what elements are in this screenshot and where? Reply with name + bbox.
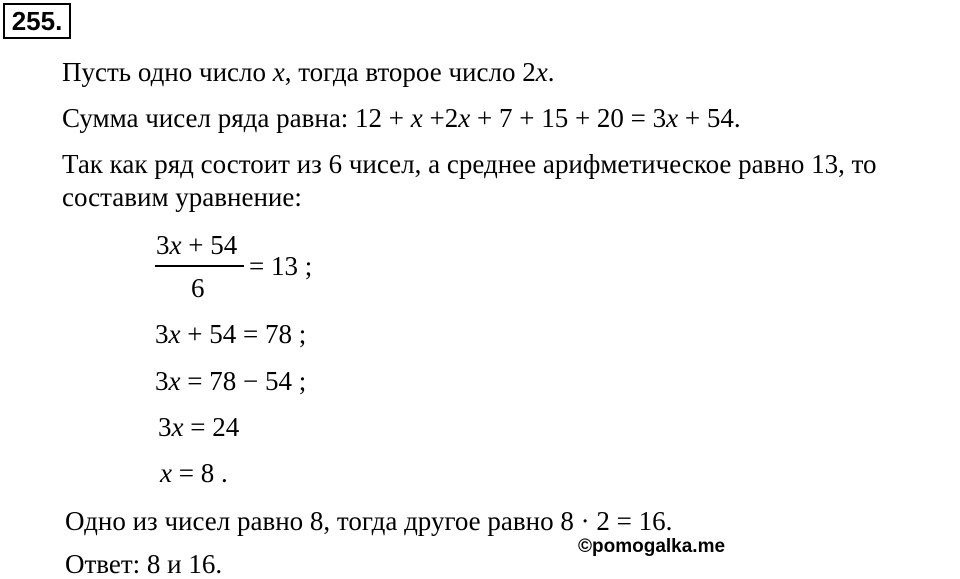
watermark-text: ©pomogalka.me — [578, 536, 726, 557]
equation-2 — [155, 321, 306, 348]
text-segment: + 54. — [678, 103, 741, 133]
text-segment: , тогда второе число 2 — [284, 57, 536, 87]
equation-part: + 54 = 78 ; — [180, 319, 307, 349]
equation-part: 3 — [155, 319, 169, 349]
variable-x: x — [535, 57, 548, 87]
text-segment: Пусть одно число — [62, 57, 273, 87]
variable-x: x — [458, 103, 471, 133]
text-segment: + 7 + 15 + 20 = 3 — [470, 103, 667, 133]
equation-4 — [158, 414, 239, 441]
conclusion-line: Одно из чисел равно 8, тогда другое равно 8 · 2 = 16. — [65, 506, 673, 536]
line-since: Так как ряд состоит из 6 чисел, а среднее арифметическое равно 13, то — [62, 149, 877, 179]
equation-part: 3 — [156, 230, 170, 260]
variable-x: x — [410, 103, 423, 133]
variable-x: x — [169, 230, 182, 260]
variable-x: x — [171, 412, 184, 442]
text-segment: +2 — [422, 103, 459, 133]
answer-line: Ответ: 8 и 16. — [65, 549, 223, 579]
fraction-denominator: 6 — [191, 273, 205, 303]
variable-x: x — [160, 458, 172, 488]
fraction-bar — [155, 265, 244, 267]
line-let-x — [62, 59, 554, 86]
line-sum — [62, 105, 741, 132]
equation-part: = 8 . — [171, 458, 228, 488]
equation-part: + 54 — [181, 230, 238, 260]
equation-part: 3 — [155, 366, 169, 396]
equation-3 — [155, 368, 306, 395]
equation-1-rhs: = 13 ; — [249, 251, 313, 281]
variable-x: x — [168, 366, 181, 396]
variable-x: x — [666, 103, 679, 133]
fraction-numerator — [156, 232, 237, 259]
problem-number: 255. — [3, 3, 71, 39]
text-segment: Сумма чисел ряда равна: 12 + — [62, 103, 411, 133]
equation-part: = 78 − 54 ; — [180, 366, 307, 396]
equation-5 — [160, 460, 228, 487]
variable-x: x — [168, 319, 181, 349]
variable-x: x — [272, 57, 285, 87]
equation-part: = 24 — [183, 412, 240, 442]
text-segment: . — [547, 57, 555, 87]
equation-part: 3 — [158, 412, 172, 442]
line-equation-intro: составим уравнение: — [62, 182, 302, 212]
